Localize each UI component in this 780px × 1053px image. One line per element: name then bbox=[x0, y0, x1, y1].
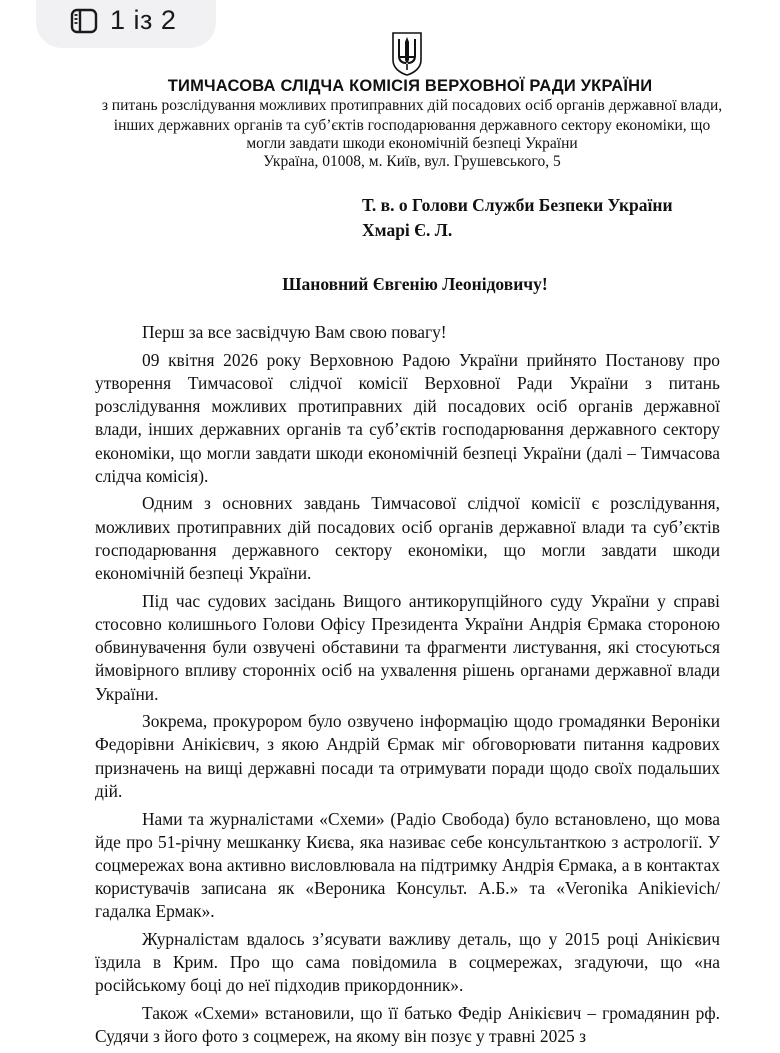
paragraph: Нами та журналістами «Схеми» (Радіо Свобода) було встановлено, що мова йде про 51-річну мешканку Києва, яка називає себе консультанткою з астрології. У соцмережах вона активно висловлювала на підтримку Андрія Єрмака, а в контактах користувачів записана як «Вероника Консульт. А.Б.» та «Veronika Anikievich/гадалка Ермак». bbox=[95, 808, 720, 922]
organization-address: Україна, 01008, м. Київ, вул. Грушевського, 5 bbox=[263, 153, 561, 170]
addressee-name: Хмарі Є. Л. bbox=[362, 220, 453, 240]
page-indicator[interactable] bbox=[36, 0, 216, 48]
organization-subtitle-line-1: з питань розслідування можливих протиправних дій посадових осіб органів державної влади, bbox=[101, 97, 723, 114]
paragraph: Перш за все засвідчую Вам свою повагу! bbox=[142, 322, 447, 342]
document-pages-icon bbox=[70, 8, 98, 34]
addressee-position: Т. в. о Голови Служби Безпеки України bbox=[362, 195, 673, 215]
salutation: Шановний Євгенію Леонідовичу! bbox=[282, 274, 548, 294]
organization-subtitle-line-2: інших державних органів та суб’єктів господарювання державного сектору економіки, що bbox=[113, 117, 711, 134]
paragraph: Зокрема, прокурором було озвучено інформацію щодо громадянки Вероніки Федорівни Анікієвич, з якою Андрій Єрмак міг обговорювати питання кадрових призначень на вищі державні посади та отримувати поради щодо своїх подальших дій. bbox=[95, 711, 720, 801]
paragraph: Під час судових засідань Вищого антикорупційного суду України у справі стосовно колишнього Голови Офісу Президента України Андрія Єрмака стороною обвинувачення були озвучені обставини та фрагменти листування, які стосуються ймовірного впливу сторонніх осіб на ухвалення рішень органами державної влади України. bbox=[95, 590, 720, 704]
letter-body bbox=[95, 321, 720, 1053]
paragraph: Також «Схеми» встановили, що її батько Федір Анікієвич – громадянин рф. Судячи з його фото з соцмереж, на якому він позує у травні 2025 з bbox=[95, 1003, 720, 1047]
organization-subtitle-line-3: могли завдати шкоди економічній безпеці України bbox=[246, 135, 578, 152]
organization-title: ТИМЧАСОВА СЛІДЧА КОМІСІЯ ВЕРХОВНОЇ РАДИ УКРАЇНИ bbox=[167, 77, 653, 95]
trident-emblem-icon bbox=[390, 30, 424, 76]
paragraph: 09 квітня 2026 року Верховною Радою України прийнято Постанову про утворення Тимчасової слідчої комісії Верховної Ради України з питань розслідування можливих протиправних дій посадових осіб органів державної влади, інших державних органів та суб’єктів господарювання державного сектору економіки, що могли завдати шкоди економічній безпеці України (далі – Тимчасова слідча комісія). bbox=[95, 349, 720, 486]
paragraph: Журналістам вдалось з’ясувати важливу деталь, що у 2015 році Анікієвич їздила в Крим. Про що сама повідомила в соцмережах, згадуючи, що «на російському боці до неї підходив прикордонник». bbox=[95, 929, 720, 996]
paragraph: Одним з основних завдань Тимчасової слідчої комісії є розслідування, можливих протиправних дій посадових осіб органів державної влади та суб’єктів господарювання державного сектору економіки, що могли завдати шкоди економічній безпеці України. bbox=[95, 493, 720, 584]
page-counter: 1 із 2 bbox=[110, 5, 177, 35]
